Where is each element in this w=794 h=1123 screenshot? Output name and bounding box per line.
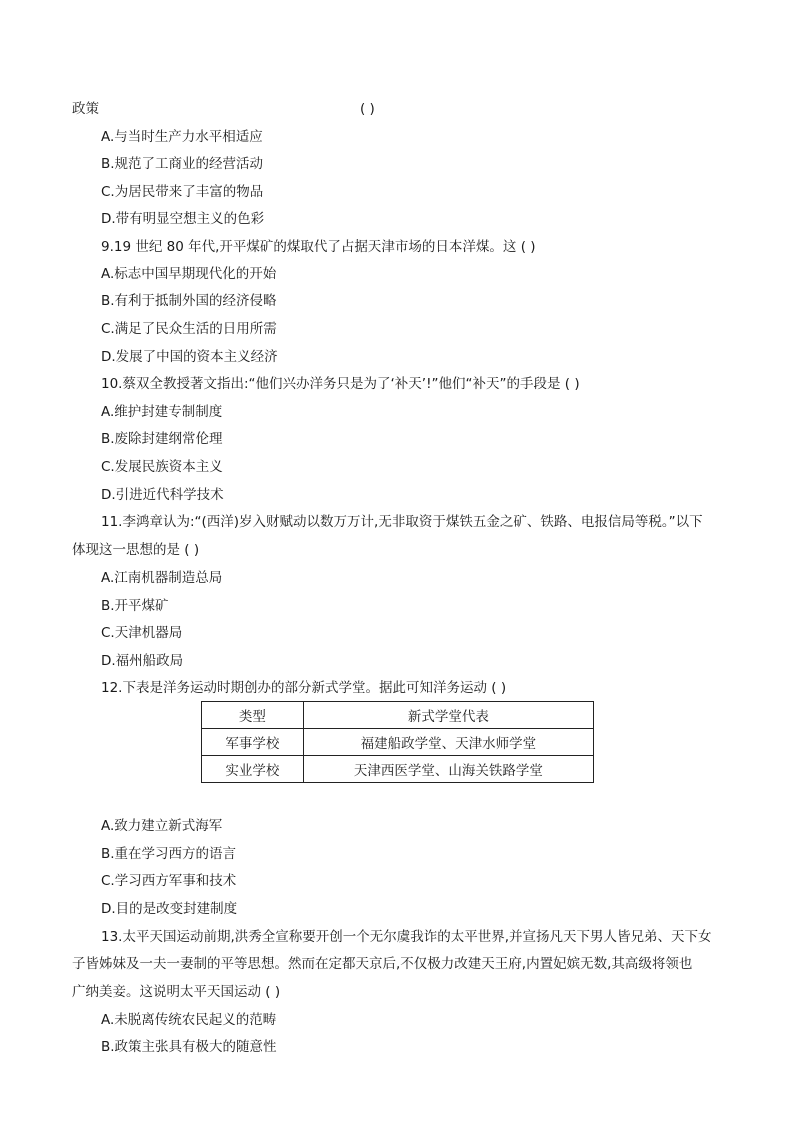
q9-option-a: A.标志中国早期现代化的开始 bbox=[101, 266, 277, 282]
header-line-text: 政策 bbox=[72, 101, 99, 117]
q10-option-d: D.引进近代科学技术 bbox=[101, 487, 224, 503]
q11-option-d: D.福州船政局 bbox=[101, 653, 184, 669]
q11-option-c: C.天津机器局 bbox=[101, 625, 183, 641]
q12-option-d: D.目的是改变封建制度 bbox=[101, 901, 238, 917]
q13-option-a: A.未脱离传统农民起义的范畴 bbox=[101, 1012, 277, 1028]
q8-option-d: D.带有明显空想主义的色彩 bbox=[101, 211, 265, 227]
q13-stem-line-3: 广纳美妾。这说明太平天国运动 ( ) bbox=[72, 984, 281, 1000]
q10-option-a: A.维护封建专制制度 bbox=[101, 404, 223, 420]
q12-stem: 12.下表是洋务运动时期创办的部分新式学堂。据此可知洋务运动 ( ) bbox=[101, 680, 507, 696]
q9-option-b: B.有利于抵制外国的经济侵略 bbox=[101, 293, 277, 309]
table-header-cell-type: 类型 bbox=[202, 702, 304, 729]
table-header-cell-schools: 新式学堂代表 bbox=[303, 702, 593, 729]
q8-option-c: C.为居民带来了丰富的物品 bbox=[101, 184, 264, 200]
q10-option-b: B.废除封建纲常伦理 bbox=[101, 431, 223, 447]
q9-stem: 9.19 世纪 80 年代,开平煤矿的煤取代了占据天津市场的日本洋煤。这 ( ) bbox=[101, 239, 536, 255]
q11-option-b: B.开平煤矿 bbox=[101, 598, 169, 614]
q12-school-table bbox=[201, 701, 594, 783]
table-row bbox=[202, 756, 594, 783]
q10-option-c: C.发展民族资本主义 bbox=[101, 459, 223, 475]
q12-option-b: B.重在学习西方的语言 bbox=[101, 846, 237, 862]
table-row bbox=[202, 729, 594, 756]
q13-stem-line-2: 子皆姊妹及一夫一妻制的平等思想。然而在定都天京后,不仅极力改建天王府,内置妃嫔无数,其高级将领也 bbox=[72, 956, 693, 972]
q11-option-a: A.江南机器制造总局 bbox=[101, 570, 223, 586]
table-header-row bbox=[202, 702, 594, 729]
table-cell: 天津西医学堂、山海关铁路学堂 bbox=[303, 756, 593, 783]
q11-stem-line-1: 11.李鸿章认为:“(西洋)岁入财赋动以数万万计,无非取资于煤铁五金之矿、铁路、电报信局等税。”以下 bbox=[101, 514, 703, 530]
table-cell: 实业学校 bbox=[202, 756, 304, 783]
table-cell: 福建船政学堂、天津水师学堂 bbox=[303, 729, 593, 756]
q12-option-a: A.致力建立新式海军 bbox=[101, 818, 223, 834]
header-answer-paren: ( ) bbox=[360, 101, 375, 117]
q8-option-a: A.与当时生产力水平相适应 bbox=[101, 129, 263, 145]
q8-option-b: B.规范了工商业的经营活动 bbox=[101, 156, 264, 172]
q9-option-c: C.满足了民众生活的日用所需 bbox=[101, 321, 277, 337]
q13-option-b: B.政策主张具有极大的随意性 bbox=[101, 1039, 277, 1055]
q12-option-c: C.学习西方军事和技术 bbox=[101, 873, 237, 889]
q13-stem-line-1: 13.太平天国运动前期,洪秀全宣称要开创一个无尔虞我诈的太平世界,并宣扬凡天下男人皆兄弟、天下女 bbox=[101, 929, 712, 945]
q9-option-d: D.发展了中国的资本主义经济 bbox=[101, 349, 278, 365]
q11-stem-line-2: 体现这一思想的是 ( ) bbox=[72, 542, 200, 558]
q10-stem: 10.蔡双全教授著文指出:“他们兴办洋务只是为了‘补天’!”他们“补天”的手段是 ( ) bbox=[101, 376, 580, 392]
table-cell: 军事学校 bbox=[202, 729, 304, 756]
